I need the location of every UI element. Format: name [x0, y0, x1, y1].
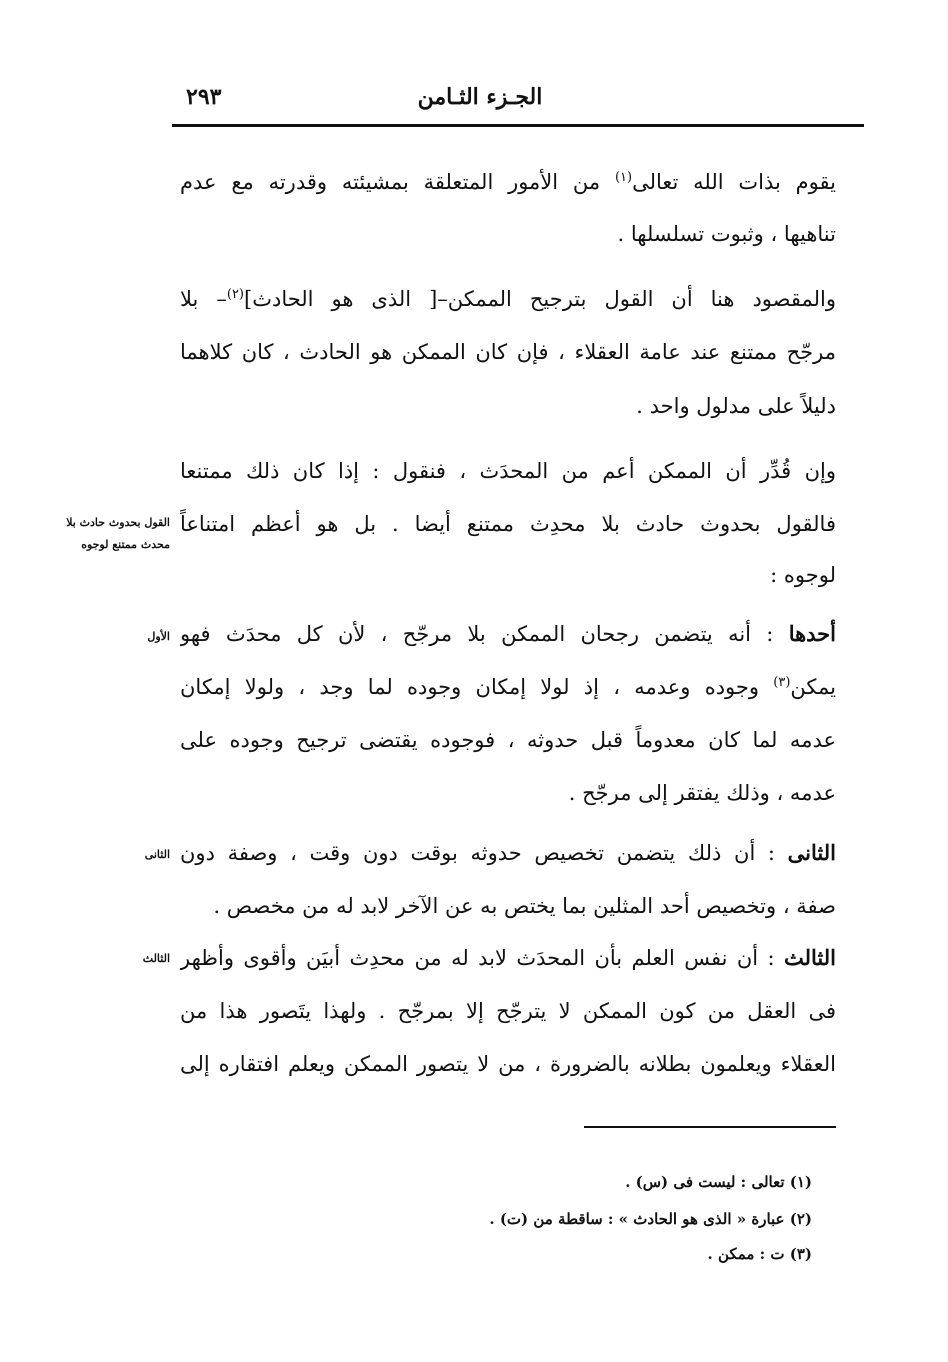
text-run: : أن ذلك يتضمن تخصيص حدوثه بوقت دون وقت ، وصفة دون: [180, 841, 788, 865]
margin-note-first: الأول: [147, 630, 170, 643]
text-line-15: [180, 938, 836, 978]
text-run: وجوده وعدمه ، إذ لولا إمكان وجوده لما وجد ، ولولا إمكان: [180, 675, 774, 699]
point-keyword-third: الثالث: [784, 945, 836, 970]
footnote-1: (١) تعالى : ليست فى (س) .: [625, 1173, 812, 1191]
text-line-6: وإن قُدِّر أن الممكن أعم من المحدَث ، فنقول : إذا كان ذلك ممتنعا: [180, 459, 836, 483]
text-run: والمقصود هنا أن القول بترجيح الممكن–[ الذى هو الحادث]: [244, 287, 836, 311]
text-line-4: مرجّح ممتنع عند عامة العقلاء ، فإن كان الممكن هو الحادث ، كان كلاهما: [180, 340, 836, 364]
footnote-ref-1: (١): [614, 170, 633, 185]
footnote-ref-2: (٢): [226, 287, 244, 302]
text-run: : أن نفس العلم بأن المحدَث لابد له من محدِث أبيَن وأقوى وأظهر: [180, 946, 784, 970]
text-line-5: دليلاً على مدلول واحد .: [636, 394, 836, 418]
margin-note-second: الثانى: [144, 848, 170, 861]
text-run: – بلا: [180, 287, 227, 311]
margin-note-line: محدث ممتنع لوجوه: [81, 538, 170, 551]
footnote-ref-3: (٣): [773, 675, 791, 690]
point-keyword-second: الثانى: [787, 840, 836, 865]
header-rule: [172, 124, 864, 127]
text-run: من الأمور المتعلقة بمشيئته وقدرته مع عدم: [180, 170, 615, 194]
text-line-12: عدمه ، وذلك يفتقر إلى مرجّح .: [568, 781, 836, 805]
margin-note-line: القول بحدوث حادث بلا: [66, 516, 170, 529]
running-header-title: الجـزء الثـامن: [417, 84, 543, 110]
margin-note-third: الثالث: [142, 952, 170, 965]
text-line-13: [180, 833, 836, 873]
footnote-3: (٣) ت : ممكن .: [707, 1245, 812, 1263]
text-line-2: تناهيها ، وثبوت تسلسلها .: [617, 222, 836, 246]
text-run: : أنه يتضمن رجحان الممكن بلا مرجّح ، لأن كل محدَث فهو: [180, 622, 789, 646]
text-line-14: صفة ، وتخصيص أحد المثلين بما يختص به عن الآخر لابد له من مخصص .: [213, 894, 836, 918]
point-keyword-first: أحدها: [788, 621, 836, 646]
footnote-rule: [584, 1126, 836, 1128]
text-run: يقوم بذات الله تعالى: [632, 170, 836, 194]
text-line-10: [180, 667, 836, 707]
text-line-11: عدمه لما كان معدوماً قبل حدوثه ، فوجوده يقتضى ترجيح وجوده على: [180, 728, 836, 752]
text-run: يمكن: [790, 675, 836, 699]
text-line-3: [180, 279, 836, 319]
text-line-8: لوجوه :: [770, 563, 836, 587]
text-line-1: [180, 162, 836, 202]
footnote-2: (٢) عبارة « الذى هو الحادث » : ساقطة من (ت) .: [489, 1210, 812, 1228]
page-number: ٢٩٣: [186, 84, 222, 110]
margin-note-topic: [20, 512, 170, 556]
text-line-16: فى العقل من كون الممكن لا يترجّح إلا بمرجّح . ولهذا يتَصور هذا من: [180, 999, 836, 1023]
text-line-9: [180, 614, 836, 654]
text-line-7: فالقول بحدوث حادث بلا محدِث ممتنع أيضا . بل هو أعظم امتناعاً: [180, 512, 836, 536]
text-line-17: العقلاء ويعلمون بطلانه بالضرورة ، من لا يتصور الممكن ويعلم افتقاره إلى: [180, 1052, 836, 1076]
